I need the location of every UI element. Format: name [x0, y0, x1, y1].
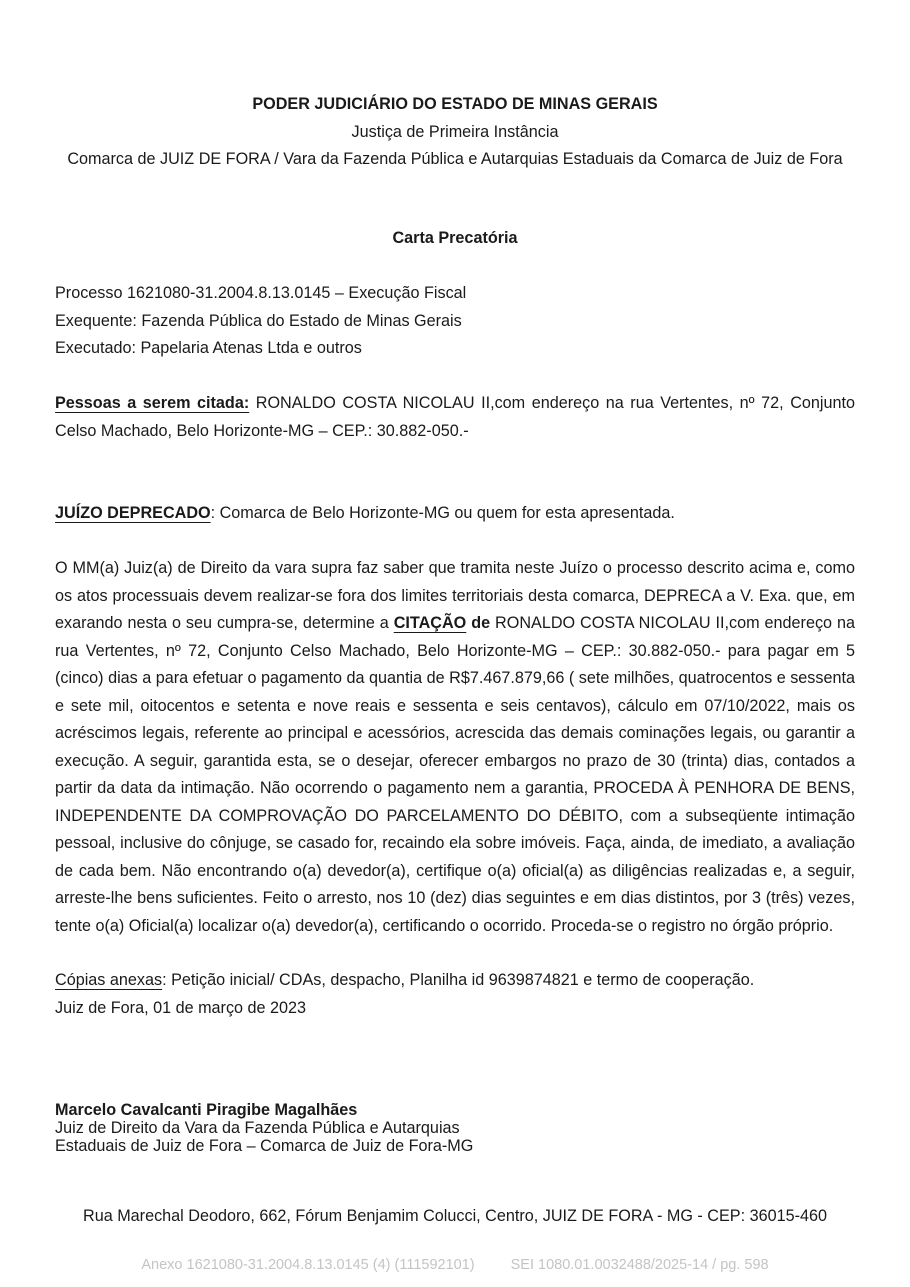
copias-label: Cópias anexas [55, 971, 163, 989]
signer-role-line2: Estaduais de Juiz de Fora – Comarca de Juiz de Fora-MG [55, 1137, 474, 1155]
juizo-text: : Comarca de Belo Horizonte-MG ou quem for esta apresentada. [210, 504, 675, 522]
processo-line: Processo 1621080-31.2004.8.13.0145 – Execução Fiscal [55, 284, 467, 302]
copias-line [55, 967, 855, 995]
instance-line: Justiça de Primeira Instância [351, 122, 559, 141]
pessoas-text: RONALDO COSTA NICOLAU II,com endereço na rua Vertentes, nº 72, Conjunto Celso Machado, Belo Horizonte-MG – CEP.: 30.882-050.- [55, 394, 855, 440]
annex-stamp: Anexo 1621080-31.2004.8.13.0145 (4) (111592101) [141, 1257, 475, 1273]
citacao-de: de [466, 614, 491, 632]
page-stamp [0, 1257, 910, 1273]
signer-name: Marcelo Cavalcanti Piragibe Magalhães [55, 1101, 358, 1119]
pessoas-label: Pessoas a serem citada: [55, 394, 250, 412]
signature-block [55, 1101, 655, 1155]
document-title: Carta Precatória [392, 229, 518, 247]
footer-address: Rua Marechal Deodoro, 662, Fórum Benjamim Colucci, Centro, JUIZ DE FORA - MG - CEP: 36015-460 [83, 1207, 827, 1225]
pessoas-paragraph [55, 390, 855, 445]
body-paragraph [55, 555, 855, 940]
court-heading: PODER JUDICIÁRIO DO ESTADO DE MINAS GERAIS [252, 95, 658, 113]
juizo-paragraph [55, 500, 855, 528]
juizo-label: JUÍZO DEPRECADO [55, 504, 211, 522]
sei-stamp: SEI 1080.01.0032488/2025-14 / pg. 598 [510, 1257, 769, 1273]
citacao-word: CITAÇÃO [393, 614, 467, 632]
body-part2: RONALDO COSTA NICOLAU II,com endereço na rua Vertentes, nº 72, Conjunto Celso Machado, Belo Horizonte-MG – CEP.: 30.882-050.- para pagar em 5 (cinco) dias a para efetuar o pagamento da quantia de R$7.467.879,66 ( sete milhões, quatrocentos e sessenta e sete mil, oitocentos e setenta e nove reais e sessenta e seis centavos), cálculo em 07/10/2022, mais os acréscimos legais, referente ao principal e acessórios, acrescida das demais cominações legais, ou garantir a execução. A seguir, garantida esta, se o desejar, oferecer embargos no prazo de 30 (trinta) dias, contados a partir da data da intimação. Não ocorrendo o pagamento nem a garantia, PROCEDA À PENHORA DE BENS, INDEPENDENTE DA COMPROVAÇÃO DO PARCELAMENTO DO DÉBITO, com a subseqüente intimação pessoal, inclusive do cônjuge, se casado for, recaindo ela sobre imóveis. Faça, ainda, de imediato, a avaliação de cada bem. Não encontrando o(a) devedor(a), certifique o(a) oficial(a) as diligências realizadas e, a seguir, arreste-lhe bens suficientes. Feito o arresto, nos 10 (dez) dias seguintes e em dias distintos, por 3 (três) vezes, tente o(a) Oficial(a) localizar o(a) devedor(a), certificando o ocorrido. Proceda-se o registro no órgão próprio. [55, 614, 856, 935]
body-part1: O MM(a) Juiz(a) de Direito da vara supra faz saber que tramita neste Juízo o processo descrito acima e, como os atos processuais devem realizar-se fora dos limites territoriais desta comarca, DEPRECA a V. Exa. que, em exarando nesta o seu cumpra-se, determine a [55, 559, 855, 632]
exequente-line: Exequente: Fazenda Pública do Estado de Minas Gerais [55, 311, 462, 330]
copias-text: : Petição inicial/ CDAs, despacho, Planilha id 9639874821 e termo de cooperação. [162, 971, 755, 989]
case-info [55, 280, 855, 363]
signer-role-line1: Juiz de Direito da Vara da Fazenda Pública e Autarquias [55, 1119, 460, 1137]
comarca-line: Comarca de JUIZ DE FORA / Vara da Fazenda Pública e Autarquias Estaduais da Comarca de Juiz de Fora [67, 150, 843, 168]
executado-line: Executado: Papelaria Atenas Ltda e outros [55, 339, 362, 357]
date-line: Juiz de Fora, 01 de março de 2023 [55, 998, 307, 1017]
